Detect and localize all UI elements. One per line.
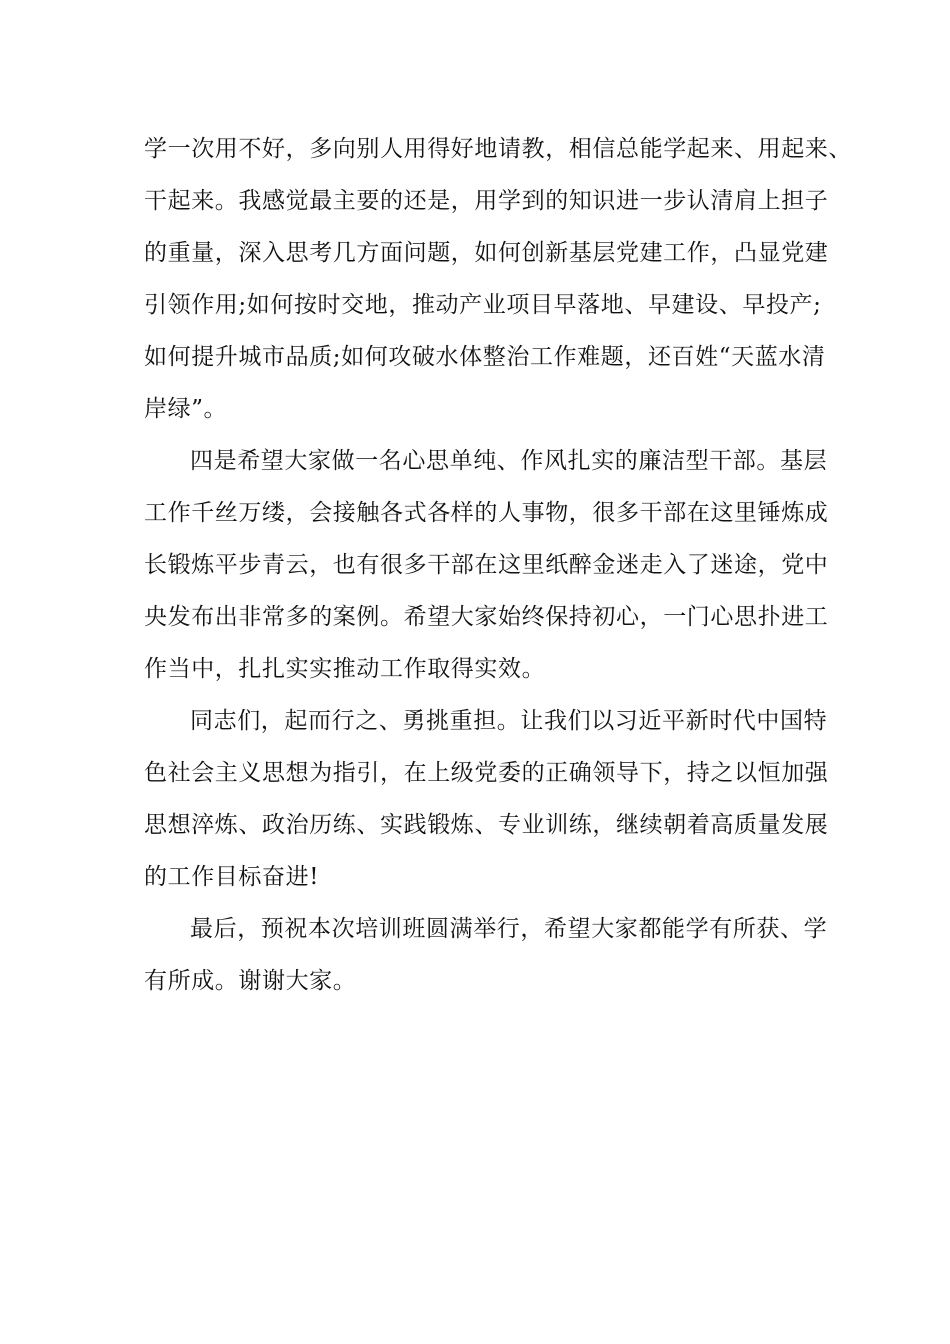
document-body: [144, 123, 852, 1007]
text-line: 的工作目标奋进!: [144, 864, 320, 890]
paragraph-1: [144, 123, 852, 435]
text-line: 引领作用;如何按时交地，推动产业项目早落地、早建设、早投产;: [144, 292, 822, 318]
text-line: 学一次用不好，多向别人用得好地请教，相信总能学起来、用起来、: [144, 136, 852, 162]
text-line: 岸绿”。: [144, 396, 228, 422]
text-line: 如何提升城市品质;如何攻破水体整治工作难题，还百姓“天蓝水清: [144, 344, 826, 370]
text-line: 最后，预祝本次培训班圆满举行，希望大家都能学有所获、学: [190, 916, 828, 942]
text-line: 四是希望大家做一名心思单纯、作风扎实的廉洁型干部。基层: [190, 448, 828, 474]
text-line: 央发布出非常多的案例。希望大家始终保持初心，一门心思扑进工: [144, 604, 829, 630]
paragraph-2: [144, 435, 829, 695]
text-line: 同志们，起而行之、勇挑重担。让我们以习近平新时代中国特: [190, 708, 828, 734]
text-line: 的重量，深入思考几方面问题，如何创新基层党建工作，凸显党建: [144, 240, 829, 266]
paragraph-4: [144, 903, 828, 1007]
text-line: 工作千丝万缕，会接触各式各样的人事物，很多干部在这里锤炼成: [144, 500, 829, 526]
text-line: 有所成。谢谢大家。: [144, 968, 357, 994]
text-line: 作当中，扎扎实实推动工作取得实效。: [144, 656, 546, 682]
text-line: 色社会主义思想为指引，在上级党委的正确领导下，持之以恒加强: [144, 760, 829, 786]
text-line: 长锻炼平步青云，也有很多干部在这里纸醉金迷走入了迷途，党中: [144, 552, 829, 578]
text-line: 思想淬炼、政治历练、实践锻炼、专业训练，继续朝着高质量发展: [144, 812, 829, 838]
text-line: 干起来。我感觉最主要的还是，用学到的知识进一步认清肩上担子: [144, 188, 829, 214]
paragraph-3: [144, 695, 829, 903]
